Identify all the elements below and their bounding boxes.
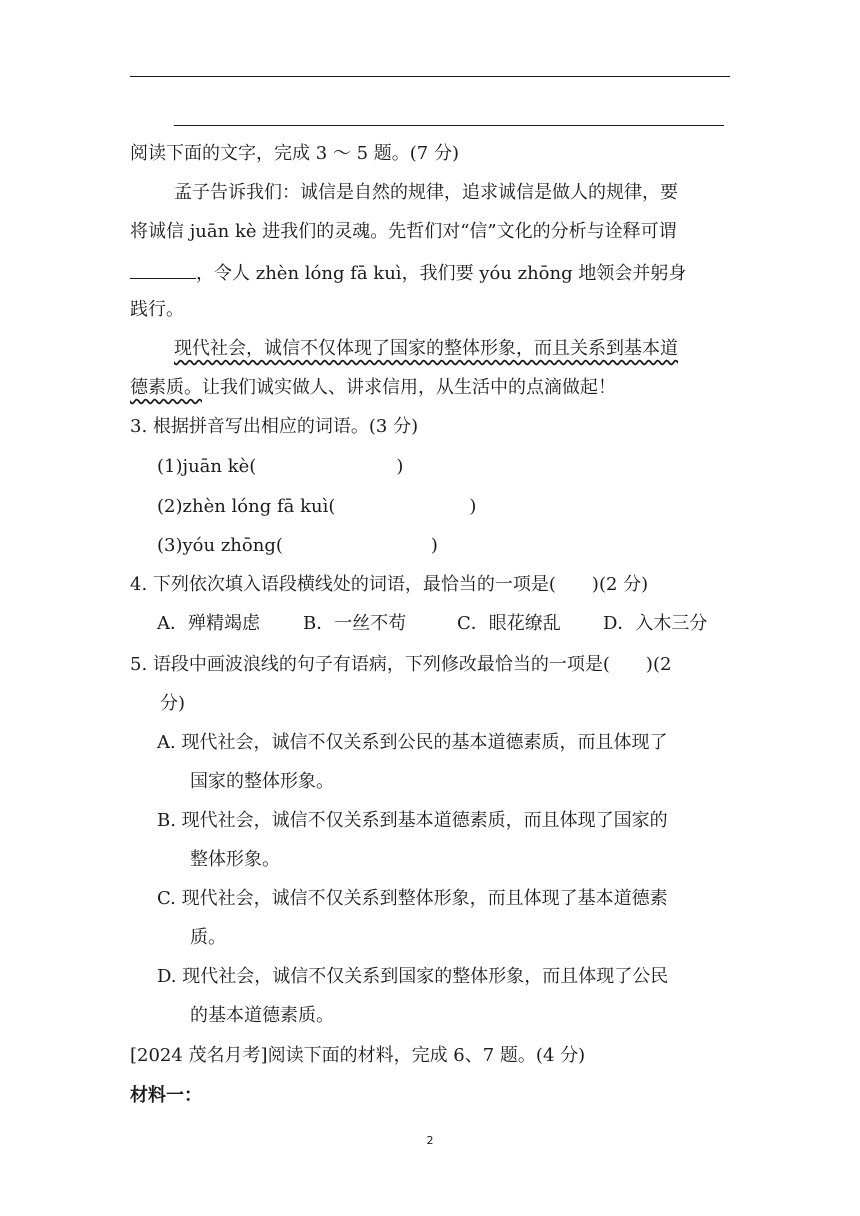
question-4-option-c[interactable]: C．眼花缭乱: [457, 613, 561, 634]
paragraph-1-line-3: [130, 262, 686, 283]
paragraph-1-line-1: 孟子告诉我们：诚信是自然的规律，追求诚信是做人的规律，要: [174, 182, 678, 203]
question-5-stem-line-1: 5. 语段中画波浪线的句子有语病，下列修改最恰当的一项是( )(2: [130, 654, 672, 675]
fill-blank[interactable]: [130, 262, 196, 279]
question-3-item-3: [157, 537, 438, 555]
question-5-option-c-cont: 质。: [190, 927, 226, 948]
question-3-item-2: [157, 498, 476, 516]
paragraph-2-line-1: 现代社会，诚信不仅体现了国家的整体形象，而且关系到基本道: [174, 338, 678, 359]
question-5-option-d[interactable]: D. 现代社会，诚信不仅关系到国家的整体形象，而且体现了公民: [157, 966, 669, 987]
item-close: ): [396, 456, 404, 477]
question-5-option-b-cont: 整体形象。: [190, 849, 280, 870]
question-5-option-c[interactable]: C. 现代社会，诚信不仅关系到整体形象，而且体现了基本道德素: [157, 888, 668, 909]
question-4-option-d[interactable]: D．入木三分: [603, 613, 708, 634]
passage-2-intro: [2024 茂名月考]阅读下面的材料，完成 6、7 题。(4 分): [130, 1045, 586, 1066]
item-close: ): [430, 535, 438, 556]
paragraph-1-line-2: 将诚信 juān kè 进我们的灵魂。先哲们对“信”文化的分析与诠释可谓: [130, 221, 677, 242]
item-label: (2)zhèn lóng fā kuì(: [157, 496, 336, 517]
question-5-option-a-cont: 国家的整体形象。: [190, 771, 334, 792]
question-5-stem-line-2: 分): [160, 693, 186, 714]
paragraph-2-line-2-rest: 让我们诚实做人、讲求信用，从生活中的点滴做起！: [202, 377, 616, 398]
page-number: 2: [426, 1134, 434, 1147]
paragraph-1-line-4: 践行。: [130, 299, 184, 320]
question-5-option-d-cont: 的基本道德素质。: [190, 1005, 334, 1026]
answer-line: [174, 125, 724, 126]
material-one-label: 材料一：: [130, 1085, 202, 1106]
question-5-option-b[interactable]: B. 现代社会，诚信不仅关系到基本道德素质，而且体现了国家的: [157, 810, 668, 831]
question-5-option-a[interactable]: A. 现代社会，诚信不仅关系到公民的基本道德素质，而且体现了: [157, 732, 668, 753]
item-close: ): [469, 496, 477, 517]
wavy-underlined-sentence-end: 德素质。: [130, 377, 202, 398]
item-label: (1)juān kè(: [157, 456, 257, 477]
passage-intro: 阅读下面的文字，完成 3 ～ 5 题。(7 分): [130, 143, 460, 164]
question-3-stem: 3. 根据拼音写出相应的词语。(3 分): [130, 416, 419, 437]
top-rule: [130, 76, 730, 77]
question-4-stem: 4. 下列依次填入语段横线处的词语，最恰当的一项是( )(2 分): [130, 574, 649, 595]
question-4-option-a[interactable]: A．殚精竭虑: [157, 613, 260, 634]
item-label: (3)yóu zhōng(: [157, 535, 283, 556]
paragraph-1-line-3-text: ，令人 zhèn lóng fā kuì，我们要 yóu zhōng 地领会并躬身: [196, 263, 687, 284]
paragraph-2-line-2: [130, 379, 616, 397]
question-3-item-1: [157, 458, 403, 476]
question-4-option-b[interactable]: B．一丝不苟: [303, 613, 407, 634]
